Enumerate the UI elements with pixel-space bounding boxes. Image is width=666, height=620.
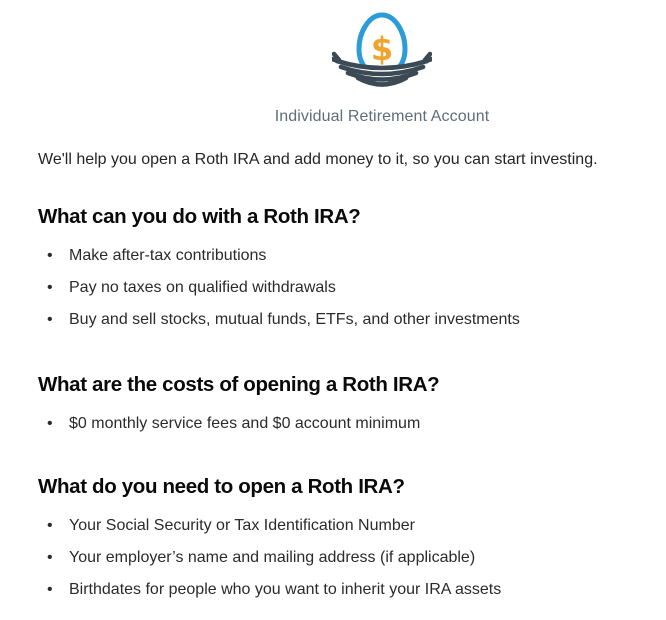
bullet-list: [38, 518, 636, 598]
section-heading: What do you need to open a Roth IRA?: [38, 475, 405, 498]
section-roth-ira-benefits: [38, 205, 636, 328]
list-item: • Your Social Security or Tax Identification Number: [38, 518, 636, 534]
list-item: • Birthdates for people who you want to inherit your IRA assets: [38, 582, 636, 598]
page-content: [0, 150, 666, 598]
section-heading: What are the costs of opening a Roth IRA?: [38, 373, 440, 396]
intro-text: We'll help you open a Roth IRA and add money to it, so you can start investing.: [38, 151, 598, 168]
account-type-label: Individual Retirement Account: [274, 108, 490, 125]
list-item: • Make after-tax contributions: [38, 248, 636, 264]
section-roth-ira-requirements: [38, 475, 636, 598]
list-item: • Your employer’s name and mailing address (if applicable): [38, 550, 636, 566]
list-item: • $0 monthly service fees and $0 account minimum: [38, 416, 636, 432]
list-item: • Buy and sell stocks, mutual funds, ETFs, and other investments: [38, 312, 636, 328]
account-type-header: [49, 0, 666, 126]
nest-egg-icon: [332, 11, 432, 95]
dollar-sign-icon: $: [370, 30, 394, 68]
list-item: • Pay no taxes on qualified withdrawals: [38, 280, 636, 296]
section-roth-ira-costs: [38, 373, 636, 432]
bullet-list: [38, 248, 636, 328]
section-heading: What can you do with a Roth IRA?: [38, 205, 361, 228]
bullet-list: [38, 416, 636, 432]
